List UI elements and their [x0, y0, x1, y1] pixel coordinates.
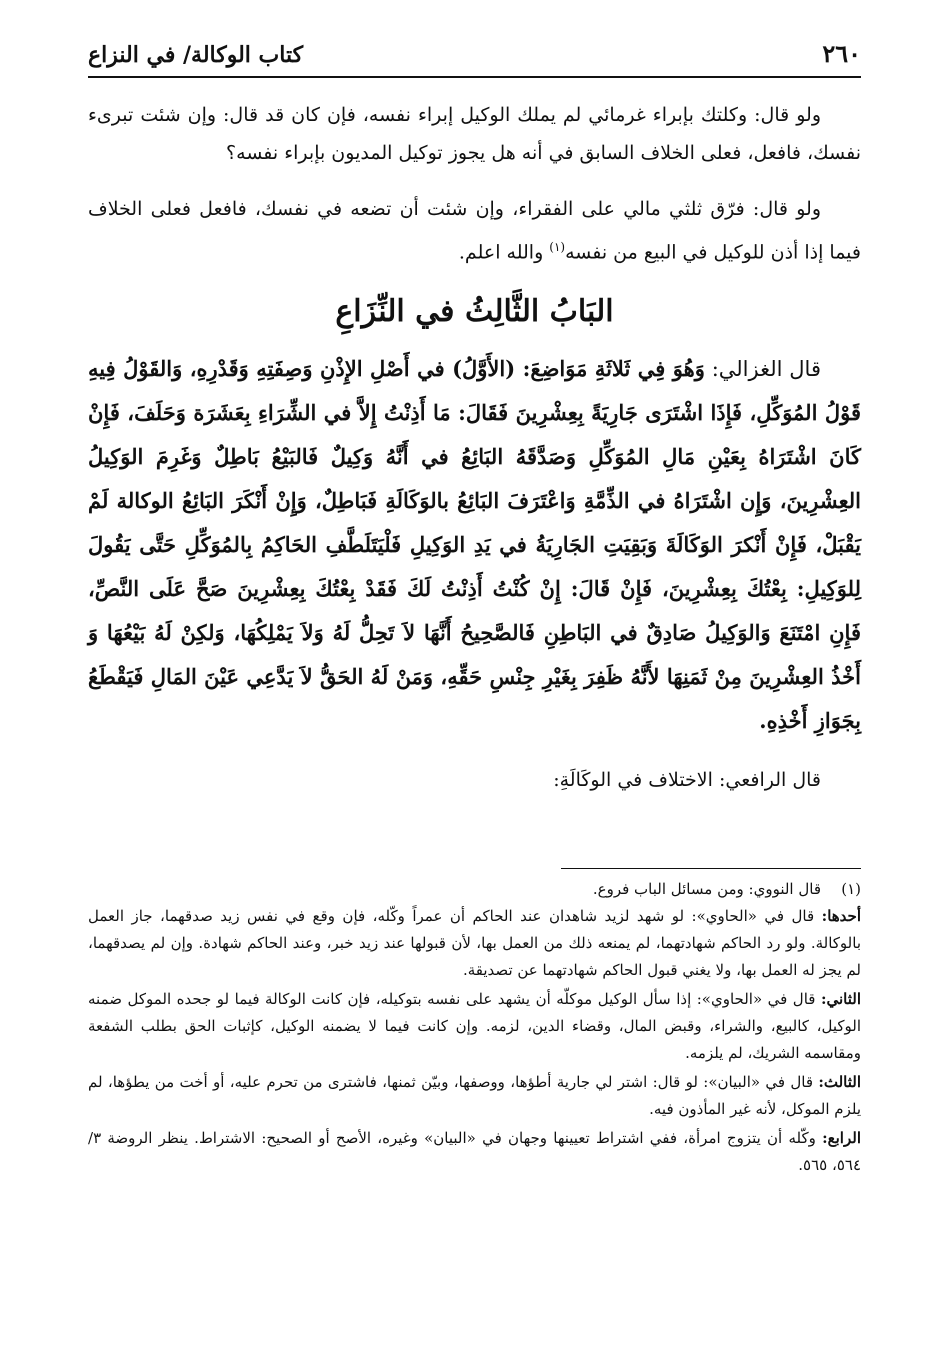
ghazali-intro: قال الغزالي:: [704, 357, 821, 382]
footnote-item-4-text: وكّله أن يتزوج امرأة، ففي اشتراط تعيينها وجهان في «البيان» وغيره، الأصح أو الصحيح: الاشتراط. ينظر الروضة ٣/ ٥٦٤، ٥٦٥.: [88, 1129, 861, 1174]
main-text: [88, 96, 861, 817]
footnote-reference[interactable]: (١): [549, 240, 566, 254]
footnote-intro-text: قال النووي: ومن مسائل الباب فروع.: [592, 880, 821, 898]
footnote-number: (١): [841, 880, 861, 898]
footnote-rule: [561, 868, 861, 869]
footnotes: [88, 876, 861, 1181]
footnote-item-2-label: الثاني:: [820, 990, 861, 1008]
footnote-item-4: [88, 1125, 861, 1179]
footnote-item-3-text: قال في «البيان»: لو قال: اشتر لي جارية أطؤها، ووصفها، وبيّن ثمنها، فاشترى من تحرم عليه، أو أخت من يطؤها، لم يلزم الموكل، لأنه غير المأذون فيه.: [88, 1073, 861, 1118]
running-title: كتاب الوكالة/ في النزاع: [88, 42, 304, 68]
footnote-item-4-label: الرابع:: [822, 1129, 861, 1147]
paragraph-2-end: والله اعلم.: [458, 241, 550, 264]
paragraph-1: ولو قال: وكلتك بإبراء غرمائي لم يملك الوكيل إبراء نفسه، فإن كان قد قال: وإن شئت تبرىء نفسك، فافعل، فعلى الخلاف السابق في أنه هل يجوز توكيل المديون بإبراء نفسه؟: [88, 104, 861, 164]
rafii-line: قال الرافعي: الاختلاف في الوكَالَةِ:: [553, 769, 821, 792]
page-number: ٢٦٠: [822, 39, 861, 68]
footnote-item-1-text: قال في «الحاوي»: لو شهد لزيد شاهدان عند الحاكم أن عمراً وكّله، فإن وقع في نفس زيد صدقهما، جاز العمل بالوكالة. ولو رد الحاكم شهادتهما، لم يمنعه ذلك من العمل بها، لأن قبولها عند زيد خبر، وعند الحاكم شهادة. وإن لم يصدقهما، لم يجز له العمل بها، ولا يغني قبول الحاكم شهادتهما عن تصديقة.: [88, 907, 861, 979]
ghazali-paragraph: [88, 347, 861, 743]
paragraph-2-text: ولو قال: فرّق ثلثي مالي على الفقراء، وإن شئت أن تضعه في نفسك، فافعل فعلى الخلاف فيما إذا أذن للوكيل في البيع من نفسه: [88, 198, 861, 264]
ghazali-quote: وَهُوَ فِي ثَلاثَةِ مَوَاضِعَ: (الأَوَّلُ) في أَصْلِ الإِذْنِ وَصِفَتِهِ وَقَدْرِهِ، وَالقَوْلُ فِيهِ قَوْلُ المُوَكِّلِ، فَإِذَا اشْتَرَى جَارِيَةً بِعِشْرِينَ فَقَالَ: مَا أَذِنْتُ إِلاَّ في الشِّرَاءِ بِعَشَرَة وَحَلَفَ، فَإِنْ كَانَ اشْتَرَاهُ بِعَيْنِ مَالِ المُوَكِّلِ وَصَدَّقَهُ البَائِعُ في أَنَّهُ وَكِيلٌ فَالبَيْعُ بَاطِلٌ وَغَرِمَ الوَكِيلُ العِشْرِينَ، وَإِن اشْتَرَاهُ في الذِّمَّةِ وَاعْتَرَفَ البَائِعُ بالوَكَالَةِ فَبَاطِلٌ، وَإِنْ أَنْكَرَ البَائِعُ الوكالة لَمْ يَقْبَلْ، فَإِنْ أَنْكرَ الوَكَالَةَ وَبَقِيَتِ الجَارِيَةُ في يَدِ الوَكِيلِ فَلْيَتَلَطَّفِ الحَاكِمُ بِالمُوَكِّلِ حَتَّى يَقُولَ لِلوَكِيلِ: بِعْتُكَ بِعِشْرِينَ، فَإِنْ قَالَ: إِنْ كُنْتُ أَذِنْتُ لَكَ فَقَدْ بِعْتُكَ بِعِشْرِينَ صَحَّ عَلَى النَّصِّ، فَإِنِ امْتَنَعَ وَالوَكِيلُ صَادِقٌ في البَاطِنِ فَالصَّحِيحُ أَنَّهَا لاَ تَحِلُّ لَهُ وَلاَ يَمْلِكُهَا، وَلكِنْ لَهُ بَيْعُهَا وَ أَخْذُ العِشْرِينَ مِنْ ثَمَنِهَا لأَنَّهُ ظَفِرَ بِغَيْرِ جِنْسِ حَقِّهِ، وَمَنْ لَهُ الحَقُّ لاَ يَدَّعِي عَيْنَ المَالِ فَيَقْطَعُ بِجَوَازِ أَخْذِهِ.: [88, 356, 861, 734]
chapter-title: البَابُ الثَّالِثُ في النِّزَاعِ: [335, 294, 614, 330]
footnote-item-2: [88, 986, 861, 1067]
paragraph-2: [88, 190, 861, 271]
footnote-item-3-label: الثالث:: [818, 1073, 861, 1091]
footnote-item-1: [88, 903, 861, 984]
footnote-item-1-label: أحدها:: [821, 907, 861, 925]
header-rule: [88, 76, 861, 78]
footnote-item-2-text: قال في «الحاوي»: إذا سأل الوكيل موكلّه أن يشهد على نفسه بتوكيله، فإن كانت الوكالة فيما لو جحده الموكل ضمنه الوكيل، كالبيع، والشراء، وقبض المال، وقضاء الدين، لزمه. وإن كانت فيما لا يضمنه الوكيل، كإثبات الحق بطلب الشفعة ومقاسمه الشريك، لم يلزمه.: [88, 990, 861, 1062]
running-header: [88, 38, 861, 68]
footnote-intro: [88, 876, 861, 903]
footnote-item-3: [88, 1069, 861, 1123]
